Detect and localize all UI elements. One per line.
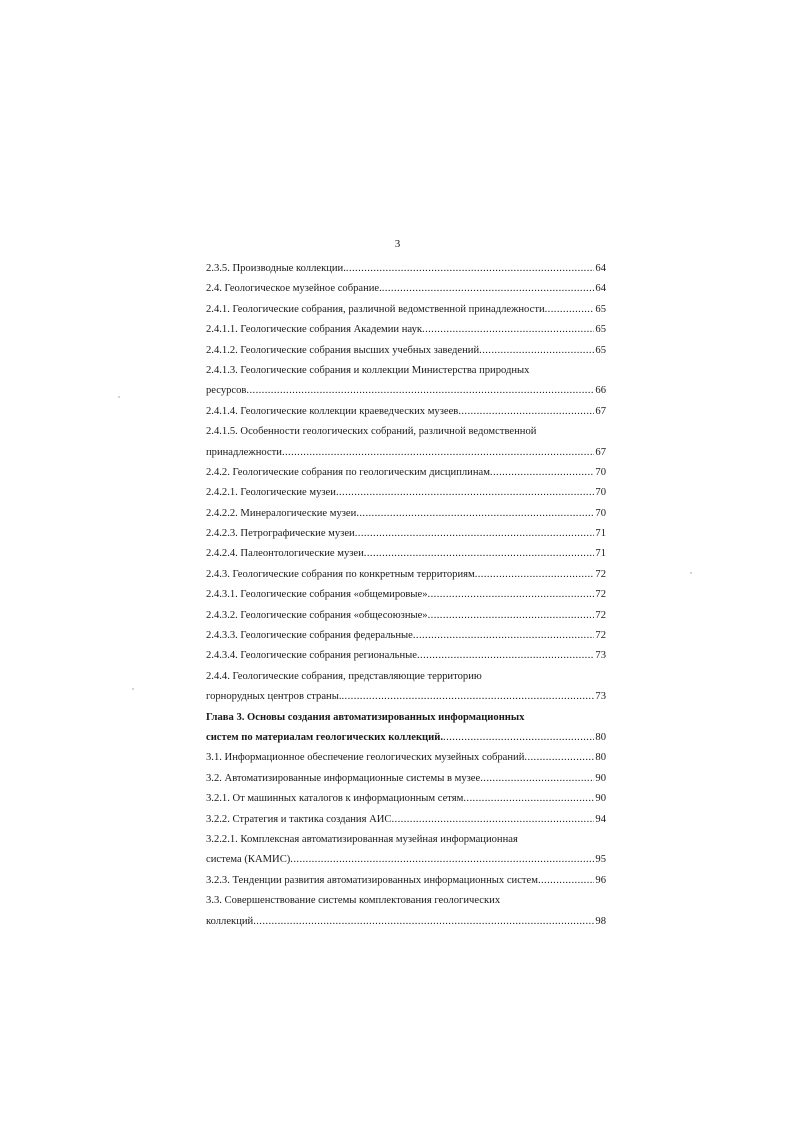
toc-entry-page: 66 bbox=[595, 385, 606, 397]
toc-entry bbox=[206, 646, 606, 666]
toc-entry-page: 80 bbox=[595, 731, 606, 743]
toc-dot-leader bbox=[443, 728, 594, 748]
toc-entry bbox=[206, 687, 606, 707]
toc-dot-leader bbox=[490, 463, 594, 483]
toc-entry-title: 3.2. Автоматизированные информационные системы в музее bbox=[206, 772, 481, 784]
toc-entry-page: 67 bbox=[595, 405, 606, 417]
toc-entry-title: 2.4.2.3. Петрографические музеи bbox=[206, 528, 355, 540]
toc-dot-leader bbox=[480, 769, 594, 789]
toc-entry-page: 94 bbox=[595, 813, 606, 825]
toc-entry bbox=[206, 769, 606, 789]
toc-entry bbox=[206, 871, 606, 891]
toc-entry-title: 2.4.1.2. Геологические собрания высших учебных заведений bbox=[206, 344, 480, 356]
toc-dot-leader bbox=[463, 789, 594, 809]
toc-entry-page: 70 bbox=[595, 507, 606, 519]
toc-entry-title: 2.4.2.2. Минералогические музеи bbox=[206, 507, 357, 519]
toc-entry bbox=[206, 320, 606, 340]
toc-dot-leader bbox=[253, 912, 594, 932]
toc-entry-title: Глава 3. Основы создания автоматизированных информационных bbox=[206, 711, 525, 723]
toc-entry-page: 65 bbox=[595, 344, 606, 356]
toc-entry-page: 73 bbox=[595, 650, 606, 662]
toc-entry bbox=[206, 585, 606, 605]
toc-entry-page: 70 bbox=[595, 466, 606, 478]
toc-dot-leader bbox=[382, 279, 595, 299]
scan-speck bbox=[132, 688, 134, 690]
toc-dot-leader bbox=[458, 402, 594, 422]
toc-dot-leader bbox=[428, 606, 595, 626]
toc-entry-title: 2.4.1.1. Геологические собрания Академии наук bbox=[206, 324, 423, 336]
toc-entry-title: коллекций bbox=[206, 915, 254, 927]
toc-dot-leader bbox=[475, 565, 595, 585]
toc-dot-leader bbox=[282, 443, 594, 463]
toc-entry-page: 72 bbox=[595, 630, 606, 642]
toc-dot-leader bbox=[392, 810, 595, 830]
toc-entry bbox=[206, 606, 606, 626]
toc-entry-page: 72 bbox=[595, 589, 606, 601]
toc-entry-page: 65 bbox=[595, 324, 606, 336]
toc-entry-title: 2.4.1.4. Геологические коллекции краеведческих музеев bbox=[206, 405, 459, 417]
toc-entry bbox=[206, 341, 606, 361]
toc-entry-page: 90 bbox=[595, 772, 606, 784]
toc-entry bbox=[206, 504, 606, 524]
toc-dot-leader bbox=[246, 381, 594, 401]
toc-entry bbox=[206, 259, 606, 279]
toc-entry-title: 2.4.2. Геологические собрания по геологическим дисциплинам bbox=[206, 466, 490, 478]
toc-entry-page: 96 bbox=[595, 874, 606, 886]
toc-dot-leader bbox=[545, 300, 595, 320]
toc-entry-page: 65 bbox=[595, 303, 606, 315]
toc-entry bbox=[206, 443, 606, 463]
toc-entry-title: ресурсов bbox=[206, 385, 247, 397]
toc-entry-page: 64 bbox=[595, 283, 606, 295]
toc-entry-page: 70 bbox=[595, 487, 606, 499]
page-number: 3 bbox=[394, 238, 401, 250]
toc-entry-page: 72 bbox=[595, 609, 606, 621]
toc-entry-title: 2.4.3.3. Геологические собрания федеральные bbox=[206, 630, 413, 642]
toc-entry-page: 71 bbox=[595, 528, 606, 540]
toc-entry-title: 3.3. Совершенствование системы комплектования геологических bbox=[206, 895, 501, 907]
toc-entry-page: 98 bbox=[595, 915, 606, 927]
toc-entry-title: 3.2.2.1. Комплексная автоматизированная музейная информационная bbox=[206, 833, 518, 845]
toc-dot-leader bbox=[413, 626, 595, 646]
toc-entry bbox=[206, 850, 606, 870]
toc-entry-title: 3.2.2. Стратегия и тактика создания АИС bbox=[206, 813, 392, 825]
toc-entry-page: 80 bbox=[595, 752, 606, 764]
toc-entry bbox=[206, 891, 606, 911]
toc-entry-title: горнорудных центров страны. bbox=[206, 691, 342, 703]
toc-entry bbox=[206, 361, 606, 381]
toc-dot-leader bbox=[355, 524, 595, 544]
toc-entry bbox=[206, 912, 606, 932]
toc-entry bbox=[206, 728, 606, 748]
toc-entry bbox=[206, 381, 606, 401]
toc-entry bbox=[206, 810, 606, 830]
toc-entry-title: принадлежности bbox=[206, 446, 282, 458]
toc-entry-title: 3.2.1. От машинных каталогов к информационным сетям bbox=[206, 793, 464, 805]
toc-entry bbox=[206, 279, 606, 299]
toc-dot-leader bbox=[479, 341, 594, 361]
toc-dot-leader bbox=[364, 544, 595, 564]
toc-entry-page: 73 bbox=[595, 691, 606, 703]
toc-entry bbox=[206, 789, 606, 809]
toc-entry-title: 2.4.1. Геологические собрания, различной ведомственной принадлежности bbox=[206, 303, 545, 315]
toc-entry-page: 72 bbox=[595, 568, 606, 580]
toc-entry-title: 2.4.4. Геологические собрания, представляющие территорию bbox=[206, 670, 482, 682]
toc-dot-leader bbox=[290, 850, 594, 870]
scan-speck bbox=[118, 396, 120, 398]
toc-dot-leader bbox=[346, 259, 595, 279]
toc-entry bbox=[206, 626, 606, 646]
toc-dot-leader bbox=[336, 483, 594, 503]
toc-entry bbox=[206, 544, 606, 564]
toc-dot-leader bbox=[538, 871, 594, 891]
toc-entry bbox=[206, 667, 606, 687]
toc-dot-leader bbox=[342, 687, 595, 707]
toc-entry-page: 95 bbox=[595, 854, 606, 866]
toc-dot-leader bbox=[356, 504, 594, 524]
toc-entry bbox=[206, 565, 606, 585]
toc-entry-title: 2.4.3.1. Геологические собрания «общемировые» bbox=[206, 589, 428, 601]
toc-entry-title: 2.3.5. Производные коллекции. bbox=[206, 263, 346, 274]
toc-entry-title: система (КАМИС) bbox=[206, 854, 291, 866]
toc-dot-leader bbox=[417, 646, 594, 666]
scan-speck bbox=[690, 572, 692, 574]
toc-dot-leader bbox=[422, 320, 594, 340]
table-of-contents bbox=[206, 259, 606, 932]
toc-entry-page: 90 bbox=[595, 793, 606, 805]
toc-dot-leader bbox=[428, 585, 595, 605]
toc-entry bbox=[206, 830, 606, 850]
toc-entry-title: 2.4.1.3. Геологические собрания и коллекции Министерства природных bbox=[206, 364, 530, 376]
toc-entry-title: 2.4.3. Геологические собрания по конкретным территориям bbox=[206, 568, 475, 580]
toc-entry bbox=[206, 483, 606, 503]
toc-entry-page: 64 bbox=[595, 263, 606, 274]
toc-dot-leader bbox=[524, 748, 594, 768]
toc-entry-title: систем по материалам геологических коллекций. bbox=[206, 731, 444, 743]
toc-entry bbox=[206, 748, 606, 768]
toc-entry bbox=[206, 402, 606, 422]
toc-entry-title: 2.4.3.2. Геологические собрания «общесоюзные» bbox=[206, 609, 428, 621]
toc-entry-title: 3.2.3. Тенденции развития автоматизированных информационных систем bbox=[206, 874, 538, 886]
toc-entry bbox=[206, 524, 606, 544]
toc-entry-page: 71 bbox=[595, 548, 606, 560]
toc-entry-title: 2.4. Геологическое музейное собрание. bbox=[206, 283, 382, 295]
toc-entry-title: 2.4.3.4. Геологические собрания региональные bbox=[206, 650, 417, 662]
toc-entry-title: 2.4.2.1. Геологические музеи bbox=[206, 487, 336, 499]
toc-entry-page: 67 bbox=[595, 446, 606, 458]
toc-entry-title: 3.1. Информационное обеспечение геологических музейных собраний bbox=[206, 752, 525, 764]
toc-entry bbox=[206, 463, 606, 483]
toc-entry-title: 2.4.1.5. Особенности геологических собраний, различной ведомственной bbox=[206, 426, 537, 438]
toc-entry-title: 2.4.2.4. Палеонтологические музеи bbox=[206, 548, 364, 560]
toc-entry bbox=[206, 300, 606, 320]
toc-entry bbox=[206, 708, 606, 728]
toc-entry bbox=[206, 422, 606, 442]
